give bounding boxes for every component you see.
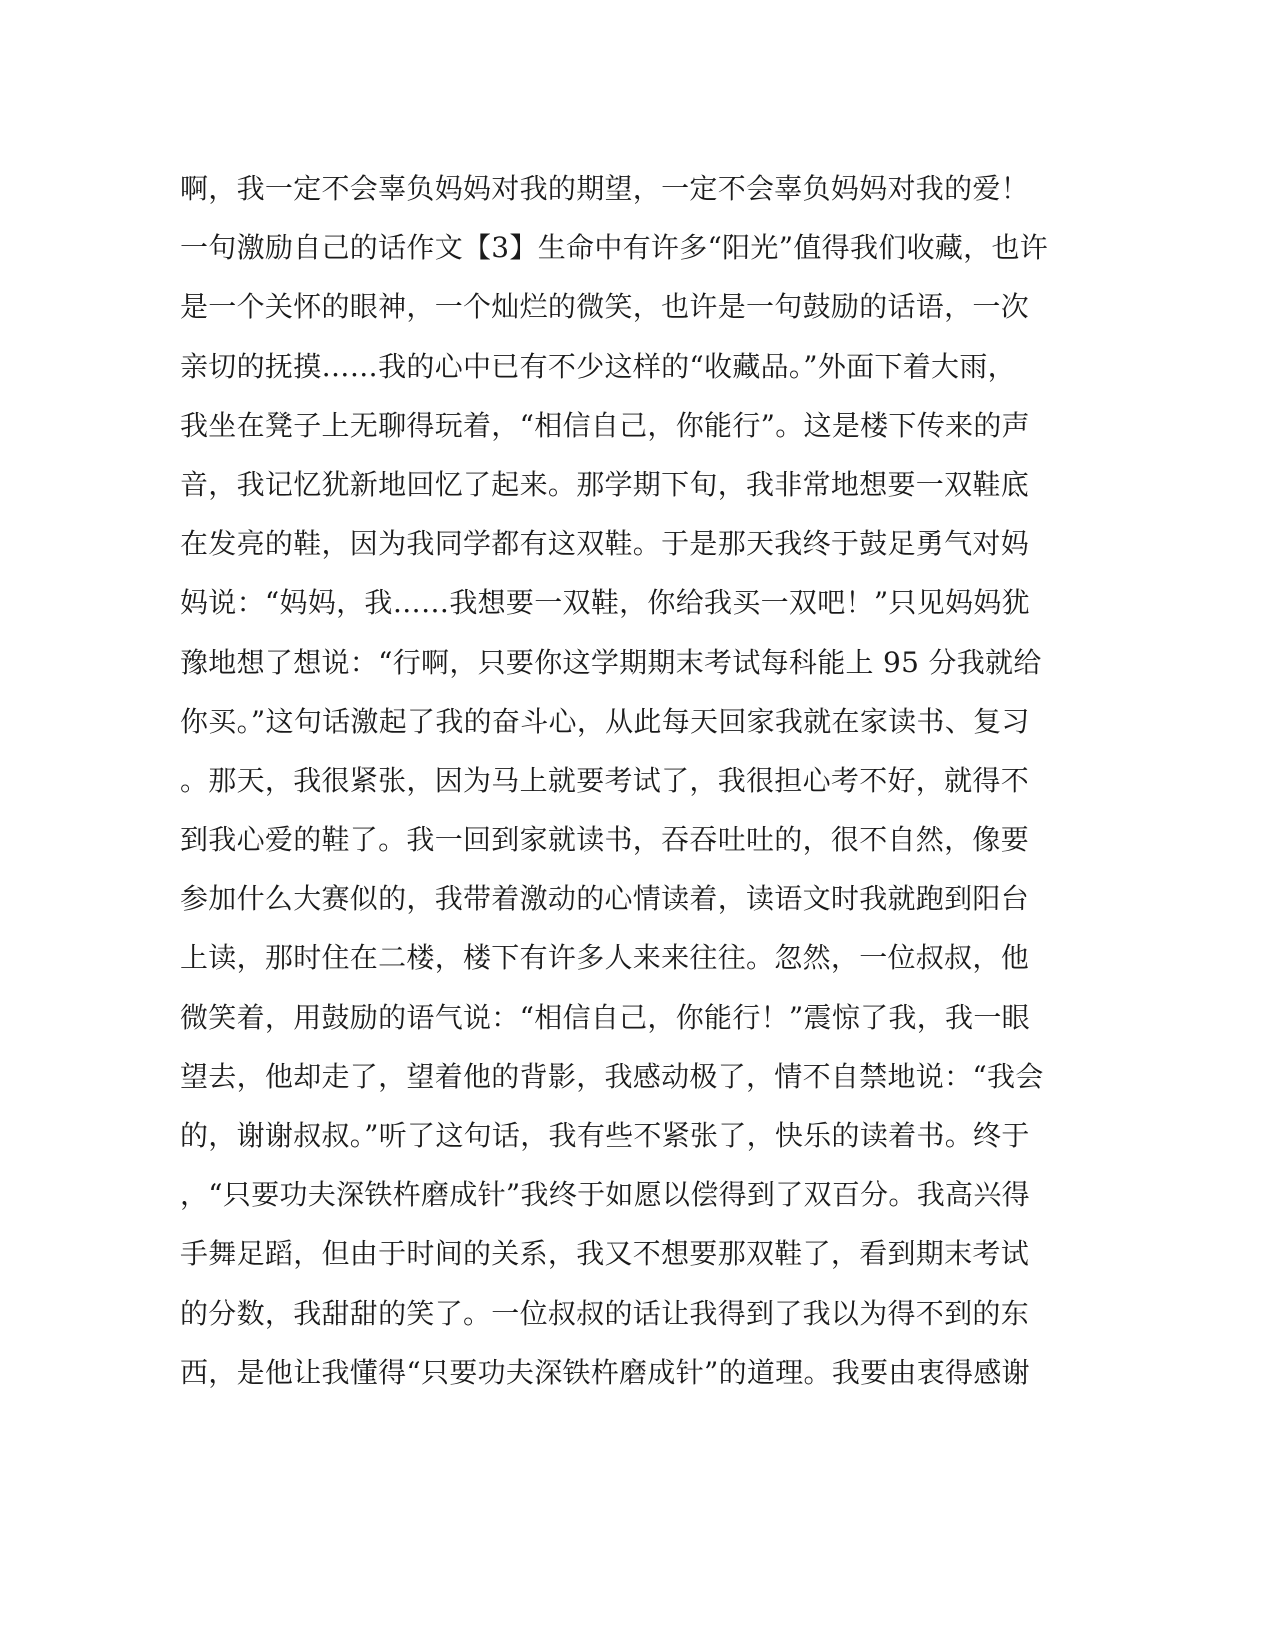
text-line: 是一个关怀的眼神，一个灿烂的微笑，也许是一句鼓励的话语，一次 <box>180 290 1030 324</box>
text-line: 上读，那时住在二楼，楼下有许多人来来往往。忽然，一位叔叔，他 <box>180 941 1030 975</box>
text-line: 西，是他让我懂得“只要功夫深铁杵磨成针”的道理。我要由衷得感谢 <box>180 1355 1030 1389</box>
text-line: 豫地想了想说：“行啊，只要你这学期期末考试每科能上 95 分我就给 <box>180 645 1042 679</box>
text-line: 在发亮的鞋，因为我同学都有这双鞋。于是那天我终于鼓足勇气对妈 <box>180 527 1030 561</box>
text-line: 啊，我一定不会辜负妈妈对我的期望，一定不会辜负妈妈对我的爱！ <box>180 172 1030 205</box>
text-line: 亲切的抚摸……我的心中已有不少这样的“收藏品。”外面下着大雨， <box>180 349 1016 383</box>
essay-body <box>180 159 1060 1402</box>
text-line: 的分数，我甜甜的笑了。一位叔叔的话让我得到了我以为得不到的东 <box>180 1296 1030 1330</box>
text-line: 望去，他却走了，望着他的背影，我感动极了，情不自禁地说：“我会 <box>180 1059 1044 1093</box>
text-line: 的，谢谢叔叔。”听了这句话，我有些不紧张了，快乐的读着书。终于 <box>180 1119 1030 1152</box>
text-line: 你买。”这句话激起了我的奋斗心，从此每天回家我就在家读书、复习 <box>180 704 1030 738</box>
text-line: 妈说：“妈妈，我……我想要一双鞋，你给我买一双吧！”只见妈妈犹 <box>180 586 1030 620</box>
text-line: 音，我记忆犹新地回忆了起来。那学期下旬，我非常地想要一双鞋底 <box>180 467 1030 501</box>
text-line: 参加什么大赛似的，我带着激动的心情读着，读语文时我就跑到阳台 <box>180 882 1030 916</box>
text-line: ，“只要功夫深铁杵磨成针”我终于如愿以偿得到了双百分。我高兴得 <box>180 1178 1030 1212</box>
text-line: 我坐在凳子上无聊得玩着，“相信自己，你能行”。这是楼下传来的声 <box>180 408 1030 442</box>
text-line: 一句激励自己的话作文【3】生命中有许多“阳光”值得我们收藏，也许 <box>180 231 1049 265</box>
text-line: 微笑着，用鼓励的语气说：“相信自己，你能行！”震惊了我，我一眼 <box>180 1000 1030 1034</box>
text-line: 到我心爱的鞋了。我一回到家就读书，吞吞吐吐的，很不自然，像要 <box>180 823 1030 857</box>
text-line: 。那天，我很紧张，因为马上就要考试了，我很担心考不好，就得不 <box>180 763 1030 797</box>
text-line: 手舞足蹈，但由于时间的关系，我又不想要那双鞋了，看到期末考试 <box>180 1237 1030 1271</box>
